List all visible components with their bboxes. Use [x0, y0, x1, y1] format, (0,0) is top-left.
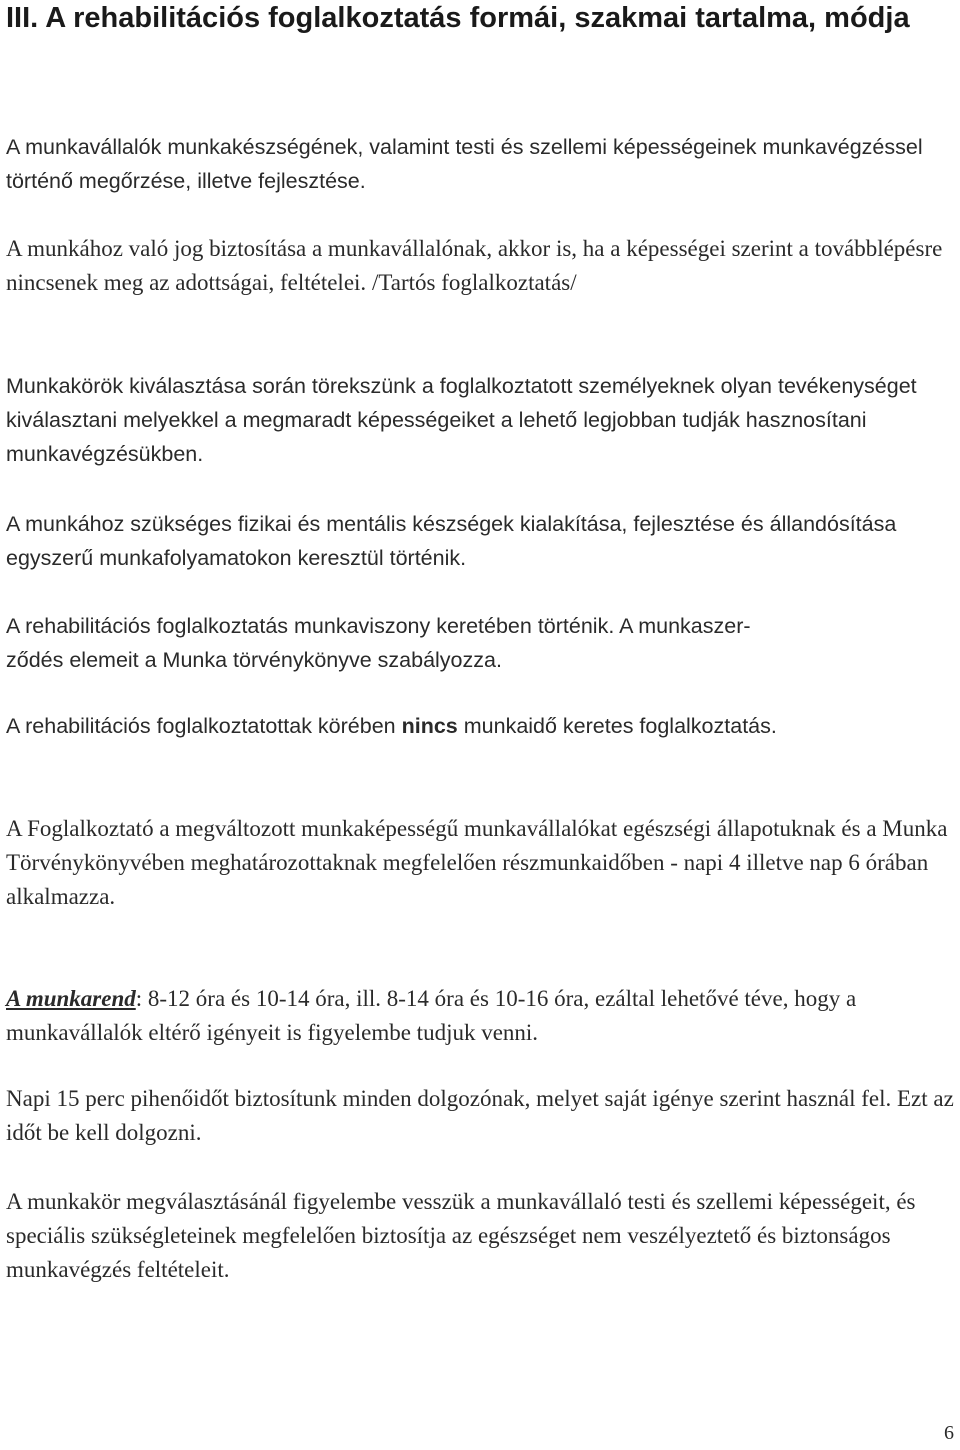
paragraph-employment-relationship — [6, 609, 954, 677]
employment-relationship-line-2: ződés elemeit a Munka törvénykönyve szabályozza. — [6, 648, 502, 672]
working-time-frame-after: munkaidő keretes foglalkoztatás. — [457, 714, 777, 738]
long-term-employment-note: /Tartós foglalkoztatás/ — [366, 270, 577, 295]
page-number: 6 — [944, 1422, 954, 1444]
paragraph-work-schedule — [6, 982, 954, 1050]
paragraph-goals: A munkavállalók munkakészségének, valamint testi és szellemi képességeinek munkavégzéssel történő megőrzése, illetve fejlesztése. — [6, 135, 923, 193]
section-heading: III. A rehabilitációs foglalkoztatás formái, szakmai tartalma, módja — [6, 2, 910, 34]
working-time-frame-before: A rehabilitációs foglalkoztatottak körében — [6, 714, 402, 738]
work-schedule-text: : 8-12 óra és 10-14 óra, ill. 8-14 óra és 10-16 óra, ezáltal lehetővé téve, hogy a munkavállalók eltérő igényeit is figyelembe tudjuk venni. — [6, 986, 857, 1045]
employment-relationship-line-1: A rehabilitációs foglalkoztatás munkaviszony keretében történik. A munkaszer- — [6, 614, 751, 638]
emphasis-nincs: nincs — [401, 714, 458, 738]
paragraph-right-to-work — [6, 232, 954, 300]
paragraph-right-to-work-text: A munkához való jog biztosítása a munkavállalónak, akkor is, ha a képességei szerint a továbblépésre nincsenek meg az adottságai, feltételei. — [6, 236, 943, 295]
work-schedule-term: A munkarend — [6, 986, 136, 1011]
paragraph-rest-time: Napi 15 perc pihenőidőt biztosítunk minden dolgozónak, melyet saját igénye szerint használ fel. Ezt az időt be kell dolgozni. — [6, 1086, 954, 1145]
paragraph-working-time-frame — [6, 709, 954, 743]
paragraph-skills: A munkához szükséges fizikai és mentális készségek kialakítása, fejlesztése és állandósítása egyszerű munkafolyamatokon keresztül történik. — [6, 512, 897, 570]
paragraph-job-selection: Munkakörök kiválasztása során törekszünk a foglalkoztatott személyeknek olyan tevékenységet kiválasztani melyekkel a megmaradt képességeiket a lehető legjobban tudják hasznosítani munkavégzésükben. — [6, 374, 917, 466]
paragraph-part-time: A Foglalkoztató a megváltozott munkaképességű munkavállalókat egészségi állapotuknak és a Munka Törvénykönyvében meghatározottaknak megfelelően részmunkaidőben - napi 4 illetve nap 6 órában alkalmazza. — [6, 816, 948, 909]
paragraph-job-assignment: A munkakör megválasztásánál figyelembe vesszük a munkavállaló testi és szellemi képességeit, és speciális szükségleteinek megfelelően biztosítja az egészséget nem veszélyeztető és biztonságos munkavégzés feltételeit. — [6, 1189, 916, 1282]
